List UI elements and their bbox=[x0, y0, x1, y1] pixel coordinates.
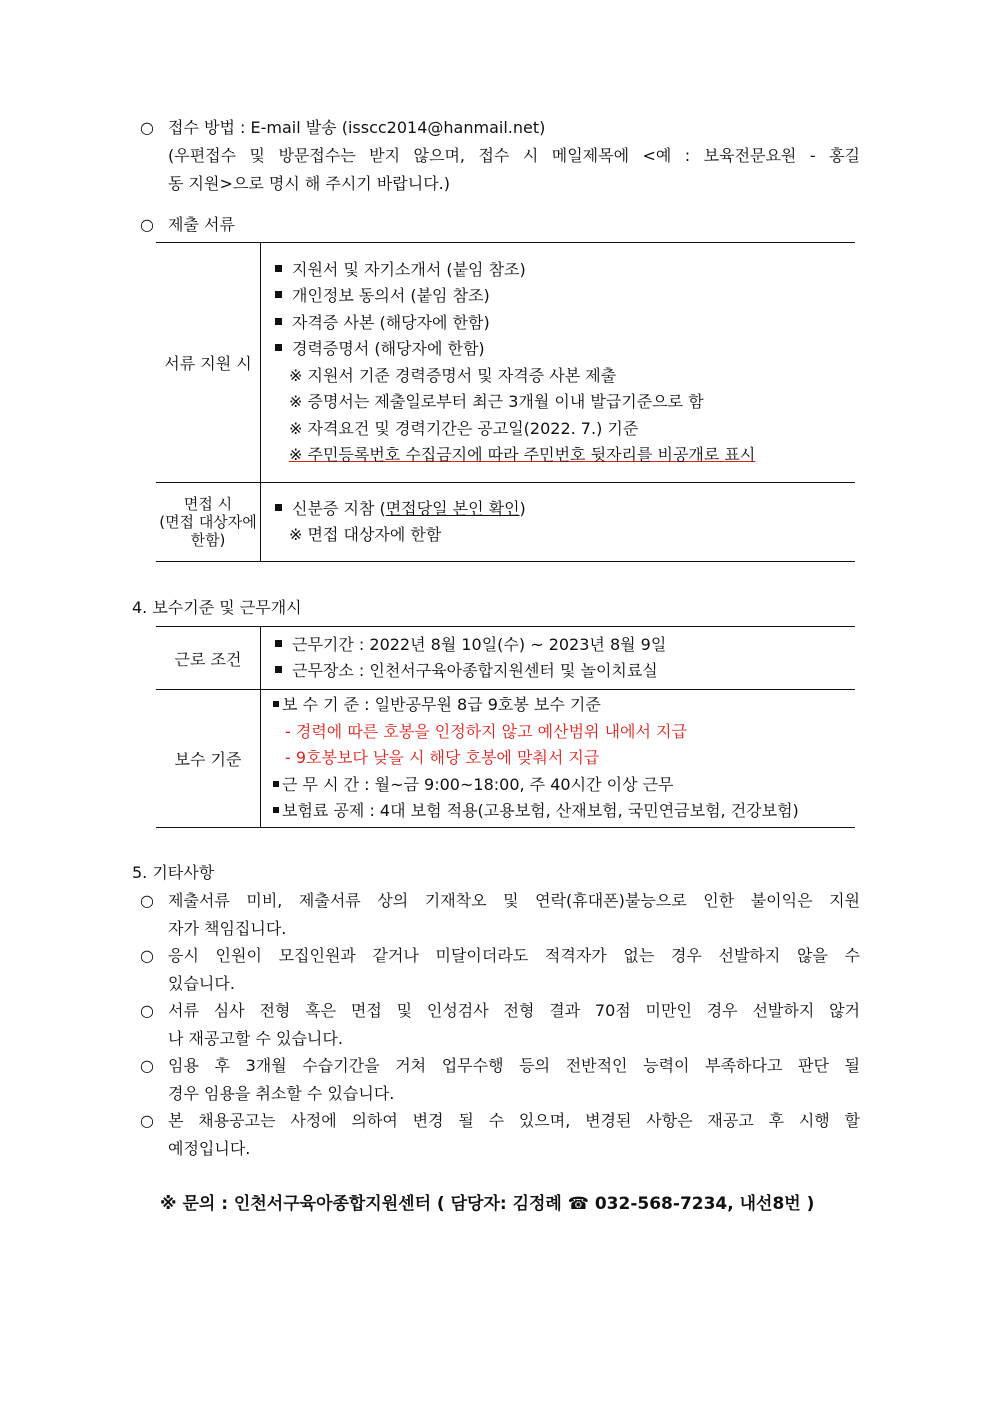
list-item: ○ 서류 심사 전형 혹은 면접 및 인성검사 전형 결과 70점 미만인 경우 선발하지 않거 bbox=[140, 997, 860, 1025]
square-bullet-icon bbox=[275, 504, 282, 511]
documents-heading: ○ 제출 서류 bbox=[140, 211, 860, 239]
square-bullet-icon bbox=[275, 344, 282, 351]
square-bullet-icon bbox=[275, 265, 282, 272]
note: ※ 자격요건 및 경력기간은 공고일(2022. 7.) 기준 bbox=[289, 418, 639, 438]
circle-bullet-icon: ○ bbox=[140, 215, 154, 234]
interview-content bbox=[261, 483, 856, 562]
reception-line-1: 접수 방법 : E-mail 발송 (isscc2014@hanmail.net) bbox=[168, 118, 546, 137]
circle-bullet-icon: ○ bbox=[140, 118, 154, 137]
list-item: ○ 응시 인원이 모집인원과 같거나 미달이더라도 적격자가 없는 경우 선발하지 않을 수 bbox=[140, 942, 860, 970]
work-label: 근로 조건 bbox=[156, 627, 261, 690]
circle-bullet-icon: ○ bbox=[140, 1056, 154, 1075]
list-item: 근무기간 : 2022년 8월 10일(수) ~ 2023년 8월 9일 bbox=[275, 632, 855, 659]
circle-bullet-icon: ○ bbox=[140, 891, 154, 910]
circle-bullet-icon: ○ bbox=[140, 946, 154, 965]
list-item: 근 무 시 간 : 월~금 9:00~18:00, 주 40시간 이상 근무 bbox=[273, 772, 855, 799]
note: ※ 면접 대상자에 한함 bbox=[289, 525, 442, 544]
square-bullet-icon bbox=[275, 291, 282, 298]
list-item-cont: 있습니다. bbox=[168, 974, 235, 993]
list-item: 지원서 및 자기소개서 (붙임 참조) bbox=[275, 257, 855, 284]
documents-table bbox=[156, 242, 855, 562]
list-item-cont: 예정입니다. bbox=[168, 1139, 251, 1158]
pay-note-red: - 경력에 따른 호봉을 인정하지 않고 예산범위 내에서 지급 bbox=[285, 721, 687, 741]
list-item: 신분증 지참 (면접당일 본인 확인) bbox=[275, 496, 855, 523]
square-bullet-icon bbox=[275, 318, 282, 325]
note: ※ 지원서 기준 경력증명서 및 자격증 사본 제출 bbox=[289, 365, 617, 385]
contact-line: ※ 문의 : 인천서구육아종합지원센터 ( 담당자: 김정례 ☎ 032-568-7234, 내선8번 ) bbox=[160, 1194, 815, 1214]
reception-line-3: 동 지원>으로 명시 해 주시기 바랍니다.) bbox=[168, 174, 451, 193]
square-bullet-icon bbox=[275, 640, 282, 647]
square-bullet-icon bbox=[273, 807, 279, 813]
square-bullet-icon bbox=[275, 666, 282, 673]
reception-line-2: (우편접수 및 방문접수는 받지 않으며, 접수 시 메일제목에 <예 : 보육전문요원 - 홍길 bbox=[168, 146, 860, 165]
reception-method bbox=[140, 114, 860, 142]
interview-label: 면접 시 (면접 대상자에 한함) bbox=[156, 483, 261, 562]
list-item-cont: 자가 책임집니다. bbox=[168, 919, 287, 938]
list-item-cont: 나 재공고할 수 있습니다. bbox=[168, 1029, 343, 1048]
doc-label: 서류 지원 시 bbox=[156, 243, 261, 483]
pay-table bbox=[156, 626, 855, 828]
list-item: 근무장소 : 인천서구육아종합지원센터 및 놀이치료실 bbox=[275, 658, 855, 685]
note-underlined: ※ 주민등록번호 수집금지에 따라 주민번호 뒷자리를 비공개로 표시 bbox=[289, 445, 756, 464]
list-item: 개인정보 동의서 (붙임 참조) bbox=[275, 283, 855, 310]
square-bullet-icon bbox=[273, 701, 279, 707]
note: ※ 증명서는 제출일로부터 최근 3개월 이내 발급기준으로 함 bbox=[289, 392, 704, 411]
pay-note-red: - 9호봉보다 낮을 시 해당 호봉에 맞춰서 지급 bbox=[285, 748, 600, 768]
doc-content bbox=[261, 243, 856, 483]
list-item: 보 수 기 준 : 일반공무원 8급 9호봉 보수 기준 bbox=[273, 692, 855, 719]
square-bullet-icon bbox=[273, 781, 279, 787]
list-item: 경력증명서 (해당자에 한함) bbox=[275, 336, 855, 363]
circle-bullet-icon: ○ bbox=[140, 1111, 154, 1130]
list-item: 보험료 공제 : 4대 보험 적용(고용보험, 산재보험, 국민연금보험, 건강보험) bbox=[273, 798, 855, 825]
list-item: ○ 본 채용공고는 사정에 의하여 변경 될 수 있으며, 변경된 사항은 재공고 후 시행 할 bbox=[140, 1107, 860, 1135]
list-item: 자격증 사본 (해당자에 한함) bbox=[275, 310, 855, 337]
list-item: ○ 임용 후 3개월 수습기간을 거쳐 업무수행 등의 전반적인 능력이 부족하다고 판단 될 bbox=[140, 1052, 860, 1080]
list-item-cont: 경우 임용을 취소할 수 있습니다. bbox=[168, 1084, 395, 1103]
pay-label: 보수 기준 bbox=[156, 690, 261, 828]
section-5-title: 5. 기타사항 bbox=[132, 863, 215, 882]
circle-bullet-icon: ○ bbox=[140, 1001, 154, 1020]
section-4-title: 4. 보수기준 및 근무개시 bbox=[132, 598, 302, 617]
list-item: ○ 제출서류 미비, 제출서류 상의 기재착오 및 연락(휴대폰)불능으로 인한 불이익은 지원 bbox=[140, 887, 860, 915]
